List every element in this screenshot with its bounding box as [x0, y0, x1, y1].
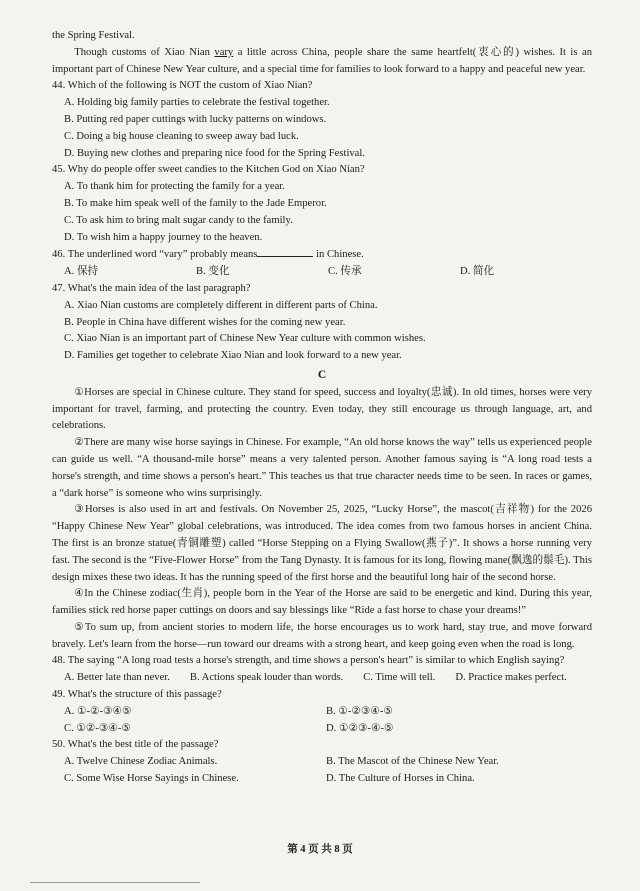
- passage-paragraph-3: ③Horses is also used in art and festivals. On November 25, 2025, “Lucky Horse”, the mascot(吉祥物) for the 2026 “Happy Chinese New Year” global celebrations, was introduced. The idea comes from two famous horses in ancient China. The first is an bronze statue(青铜雕塑) called “Horse Stepping on a Flying Swallow(燕子)”. It shows a horse running very fast. The second is the “Five-Flower Horse” from the Tang Dynasty. It is famous for its long, flowing mane(飘逸的鬃毛). This design mixes these two ideas. It has the running speed of the first horse and the beautiful long hair of the second horse.: [52, 504, 592, 583]
- option-c: C. 传承: [328, 266, 362, 278]
- option-d: D. Families get together to celebrate Xiao Nian and look forward to a new year.: [64, 350, 402, 362]
- option-d: D. ①②③-④-⑤: [326, 722, 394, 734]
- option-b: B. People in China have different wishes for the coming new year.: [64, 316, 346, 328]
- option-d: D. Practice makes perfect.: [455, 672, 567, 684]
- question-stem: 50. What's the best title of the passage?: [52, 739, 219, 751]
- option-b: B. The Mascot of the Chinese New Year.: [326, 756, 499, 768]
- passage-paragraph-2: ②There are many wise horse sayings in Chinese. For example, “An old horse knows the way” tells us experienced people can guide us well. “A thousand-mile horse” means a very talented person. Another famous saying is “A long road tests a horse's strength, and time shows a person's heart.” This teaches us that true character needs time to be seen. In races or games, a “dark horse” is someone who wins surprisingly.: [52, 437, 592, 499]
- question-48: [52, 653, 592, 687]
- option-c: C. ①②-③④-⑤: [64, 722, 131, 734]
- option-c: C. To ask him to bring malt sugar candy to the family.: [64, 214, 293, 226]
- option-b: B. 变化: [196, 266, 230, 278]
- question-stem: 44. Which of the following is NOT the custom of Xiao Nian?: [52, 80, 313, 92]
- options-row: [52, 264, 592, 281]
- question-stem: 48. The saying “A long road tests a horse's strength, and time shows a person's heart” is similar to which English saying?: [52, 655, 565, 667]
- question-stem: 46. The underlined word “vary” probably means in Chinese.: [52, 246, 592, 264]
- option-d: D. The Culture of Horses in China.: [326, 773, 475, 785]
- intro-continuation: the Spring Festival.: [52, 30, 135, 41]
- options-row-2: [52, 721, 592, 738]
- section-heading-c: C: [317, 368, 327, 381]
- option-b: B. Actions speak louder than words.: [189, 672, 344, 684]
- question-stem: 47. What's the main idea of the last paragraph?: [52, 282, 251, 294]
- options-row-1: [52, 754, 592, 771]
- option-c: C. Doing a big house cleaning to sweep away bad luck.: [64, 130, 299, 142]
- intro-paragraph: Though customs of Xiao Nian vary a little across China, people share the same heartfelt(衷心的) wishes. It is an important part of Chinese New Year culture, and a special time for families to look forward to a happy and peaceful new year.: [52, 46, 592, 75]
- option-d: D. To wish him a happy journey to the heaven.: [64, 231, 263, 243]
- option-c: C. Some Wise Horse Sayings in Chinese.: [64, 773, 239, 785]
- underlined-word-vary: vary: [214, 46, 234, 58]
- page-number-footer: 第 4 页 共 8 页: [287, 844, 353, 855]
- question-46: [52, 246, 592, 281]
- option-c: C. Time will tell.: [363, 672, 436, 684]
- options-row: [52, 670, 592, 687]
- passage-paragraph-4: ④In the Chinese zodiac(生肖), people born in the Year of the Horse are said to be energetic and kind. During this year, families stick red horse paper cuttings on doors and say blessings like “Ride a fast horse to chase your dreams!”: [52, 588, 592, 617]
- option-c: C. Xiao Nian is an important part of Chinese New Year culture with common wishes.: [64, 333, 426, 345]
- question-44: [52, 78, 592, 162]
- option-b: B. Putting red paper cuttings with lucky patterns on windows.: [64, 113, 327, 125]
- option-a: A. Xiao Nian customs are completely different in different parts of China.: [64, 299, 378, 311]
- answer-blank: [257, 246, 313, 257]
- option-a: A. 保持: [64, 266, 99, 278]
- options-row-1: [52, 704, 592, 721]
- passage-paragraph-1: ①Horses are special in Chinese culture. They stand for speed, success and loyalty(忠诚). In old times, horses were very important for travel, farming, and protecting the country. Even today, they still encourage us through language, art, and celebrations.: [52, 386, 592, 432]
- question-stem: 45. Why do people offer sweet candies to the Kitchen God on Xiao Nian?: [52, 164, 365, 176]
- option-a: A. Holding big family parties to celebrate the festival together.: [64, 97, 330, 109]
- option-a: A. Better late than never.: [64, 672, 170, 684]
- question-50: [52, 737, 592, 787]
- question-stem: 49. What's the structure of this passage?: [52, 689, 222, 701]
- bottom-divider: [30, 882, 200, 883]
- question-47: [52, 281, 592, 365]
- options-row-2: [52, 771, 592, 788]
- option-a: A. To thank him for protecting the family for a year.: [64, 181, 285, 193]
- question-45: [52, 162, 592, 246]
- option-a: A. Twelve Chinese Zodiac Animals.: [64, 756, 218, 768]
- option-d: D. 简化: [460, 266, 495, 278]
- option-a: A. ①-②-③④⑤: [64, 705, 132, 717]
- option-d: D. Buying new clothes and preparing nice food for the Spring Festival.: [64, 147, 365, 159]
- option-b: B. ①-②③④-⑤: [326, 705, 393, 717]
- option-b: B. To make him speak well of the family to the Jade Emperor.: [64, 197, 327, 209]
- question-49: [52, 687, 592, 737]
- passage-paragraph-5: ⑤To sum up, from ancient stories to modern life, the horse encourages us to work hard, stay true, and move forward bravely. Let's learn from the horse—run toward our dreams with a strong heart, and keep going even when the road is long.: [52, 621, 592, 650]
